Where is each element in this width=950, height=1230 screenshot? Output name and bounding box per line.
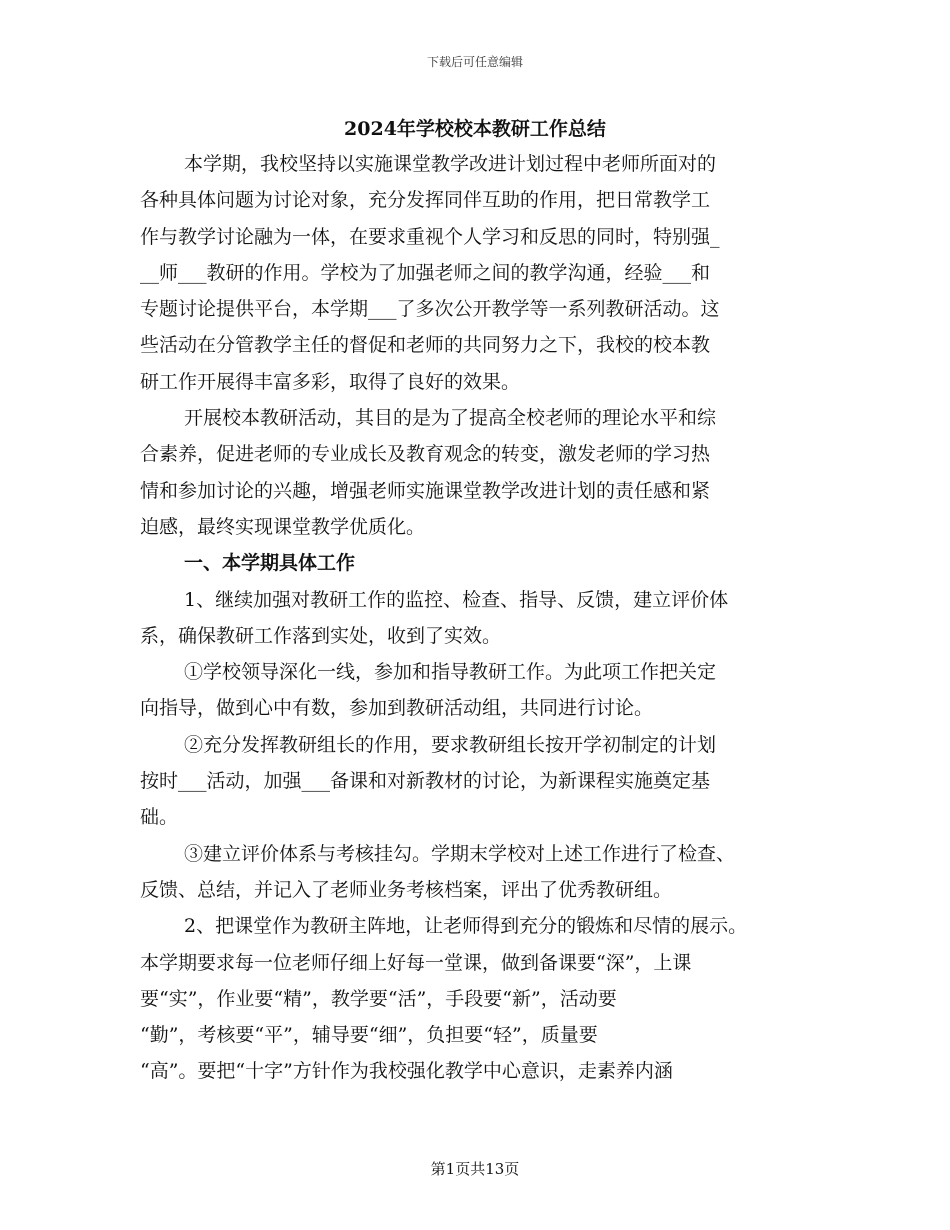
body-line: 1、继续加强对教研工作的监控、检查、指导、反馈，建立评价体 [184,588,729,611]
body-line: 向指导，做到心中有数，参加到教研活动组，共同进行讨论。 [140,697,654,720]
body-line: __师___教研的作用。学校为了加强老师之间的教学沟通，经验___和 [140,261,711,284]
document-title: 2024年学校校本教研工作总结 [344,118,606,140]
body-line: 要“实”，作业要“精”，教学要“活”，手段要“新”，活动要 [140,987,617,1010]
body-line: 2、把课堂作为教研主阵地，让老师得到充分的锻炼和尽情的展示。 [184,915,748,938]
body-line: 迫感，最终实现课堂教学优质化。 [140,515,426,538]
body-line: 反馈、总结，并记入了老师业务考核档案，评出了优秀教研组。 [140,878,673,901]
body-line: ①学校领导深化一线，参加和指导教研工作。为此项工作把关定 [184,661,717,684]
body-line: 各种具体问题为讨论对象，充分发挥同伴互助的作用，把日常教学工 [140,189,711,212]
page-header-note: 下载后可任意编辑 [426,55,523,69]
body-line: 研工作开展得丰富多彩，取得了良好的效果。 [140,370,521,393]
body-line: 情和参加讨论的兴趣，增强老师实施课堂教学改进计划的责任感和紧 [140,479,711,502]
body-line: 合素养，促进老师的专业成长及教育观念的转变，激发老师的学习热 [140,443,711,466]
body-line: ②充分发挥教研组长的作用，要求教研组长按开学初制定的计划 [184,733,717,756]
section-heading: 一、本学期具体工作 [184,552,356,575]
body-line: 按时___活动，加强___备课和对新教材的讨论，为新课程实施奠定基 [140,770,711,793]
page-number: 第1页共13页 [430,1160,520,1178]
document-body [140,146,820,1090]
body-line: 开展校本教研活动，其目的是为了提高全校老师的理论水平和综 [184,407,717,430]
body-line: ③建立评价体系与考核挂勾。学期末学校对上述工作进行了检查、 [184,842,736,865]
body-line: “高”。要把“十字”方针作为我校强化教学中心意识，走素养内涵 [140,1060,673,1083]
body-line: 作与教学讨论融为一体，在要求重视个人学习和反思的同时，特别强_ [140,225,720,248]
body-line: “勤”，考核要“平”，辅导要“细”，负担要“轻”，质量要 [140,1024,598,1047]
body-line: 些活动在分管教学主任的督促和老师的共同努力之下，我校的校本教 [140,334,711,357]
body-line: 本学期要求每一位老师仔细上好每一堂课，做到备课要“深”，上课 [140,951,692,974]
body-line: 专题讨论提供平台，本学期___了多次公开教学等一系列教研活动。这 [140,298,720,321]
body-line: 系，确保教研工作落到实处，收到了实效。 [140,624,502,647]
body-line: 本学期，我校坚持以实施课堂教学改进计划过程中老师所面对的 [184,153,717,175]
body-line: 础。 [140,806,179,829]
